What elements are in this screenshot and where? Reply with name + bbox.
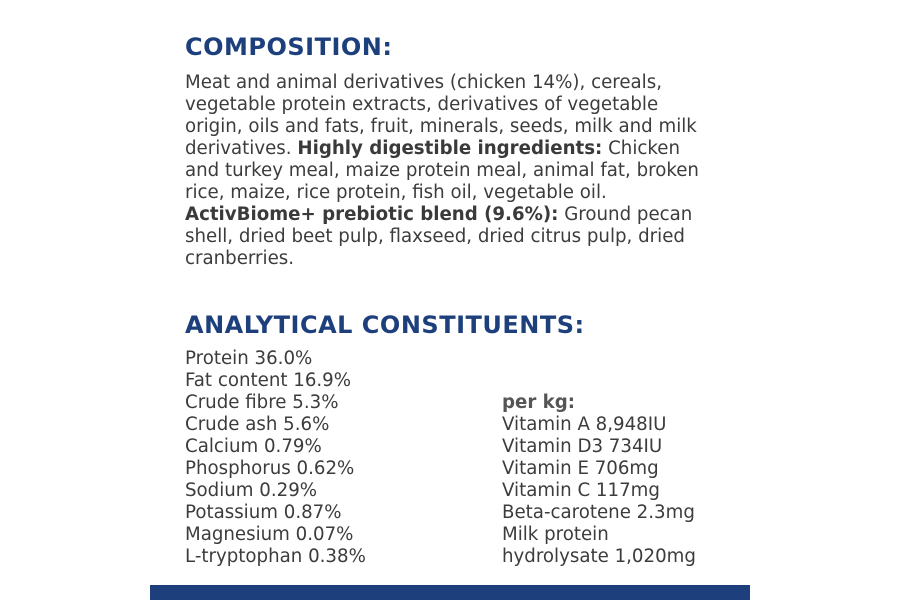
composition-part-3: Ground pecan shell, dried beet pulp, flaxseed, dried citrus pulp, dried cranberries. xyxy=(185,204,693,269)
composition-part-2: Chicken and turkey meal, maize protein meal, animal fat, broken rice, maize, rice protein, fish oil, vegetable oil. xyxy=(185,138,699,203)
constituent-item: Crude fibre 5.3% xyxy=(185,392,339,413)
vitamin-item: Milk protein xyxy=(502,524,609,545)
analytical-heading: ANALYTICAL CONSTITUENTS: xyxy=(185,311,585,339)
composition-heading: COMPOSITION: xyxy=(185,33,393,61)
composition-part-1: Meat and animal derivatives (chicken 14%), cereals, vegetable protein extracts, derivatives of vegetable origin, oils and fats, fruit, minerals, seeds, milk and milk derivatives. xyxy=(185,72,697,159)
vitamin-item: Vitamin C 117mg xyxy=(502,480,660,501)
constituents-list xyxy=(185,348,366,568)
constituent-item: Calcium 0.79% xyxy=(185,436,322,457)
composition-bold-2: ActivBiome+ prebiotic blend (9.6%): xyxy=(185,204,559,225)
bottom-accent-bar xyxy=(150,585,750,600)
per-kg-list xyxy=(502,392,696,568)
constituent-item: Sodium 0.29% xyxy=(185,480,318,501)
constituent-item: L-tryptophan 0.38% xyxy=(185,546,366,567)
constituent-item: Magnesium 0.07% xyxy=(185,524,354,545)
constituent-item: Potassium 0.87% xyxy=(185,502,342,523)
constituent-item: Fat content 16.9% xyxy=(185,370,352,391)
constituent-item: Protein 36.0% xyxy=(185,348,313,369)
constituent-item: Crude ash 5.6% xyxy=(185,414,330,435)
composition-text xyxy=(185,72,705,270)
vitamin-item: Vitamin D3 734IU xyxy=(502,436,663,457)
constituent-item: Phosphorus 0.62% xyxy=(185,458,355,479)
vitamin-item: Vitamin E 706mg xyxy=(502,458,659,479)
vitamin-item: hydrolysate 1,020mg xyxy=(502,546,696,567)
per-kg-label: per kg: xyxy=(502,392,576,413)
vitamin-item: Vitamin A 8,948IU xyxy=(502,414,667,435)
composition-bold-1: Highly digestible ingredients: xyxy=(297,138,603,159)
vitamin-item: Beta-carotene 2.3mg xyxy=(502,502,695,523)
